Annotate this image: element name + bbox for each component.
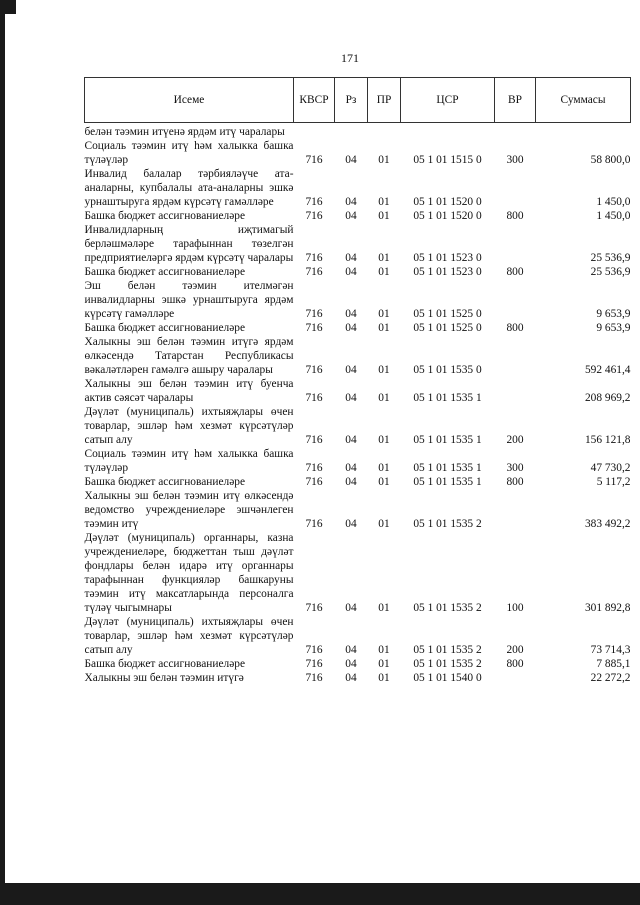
row-rz: 04	[345, 462, 357, 474]
scan-corner	[0, 0, 16, 14]
table-row	[85, 123, 631, 140]
header-name: Исеме	[85, 78, 294, 123]
row-kvsr: 716	[305, 392, 323, 404]
row-rz: 04	[345, 434, 357, 446]
row-csr: 05 1 01 1535 2	[413, 644, 482, 656]
row-csr: 05 1 01 1535 1	[413, 476, 482, 488]
row-vr: 800	[506, 476, 524, 488]
header-vr: ВР	[495, 78, 536, 123]
row-vr	[495, 223, 536, 265]
row-kvsr: 716	[305, 602, 323, 614]
row-sum: 22 272,2	[590, 672, 631, 684]
row-kvsr	[294, 123, 335, 140]
row-csr: 05 1 01 1520 0	[413, 196, 482, 208]
row-vr: 800	[506, 210, 524, 222]
table-row	[85, 167, 631, 209]
row-rz: 04	[345, 308, 357, 320]
row-csr: 05 1 01 1535 1	[413, 462, 482, 474]
row-rz: 04	[345, 644, 357, 656]
row-vr: 200	[506, 644, 524, 656]
row-sum: 5 117,2	[596, 476, 631, 488]
header-csr: ЦСР	[401, 78, 495, 123]
table-row	[85, 139, 631, 167]
row-rz: 04	[345, 210, 357, 222]
row-name: Инвалидларның иҗтимагый берләшмәләре тарафыннан төзелгән предприятиеләргә ярдәм күрсәтү чаралары	[84, 224, 294, 264]
row-sum: 25 536,9	[590, 266, 631, 278]
row-pr: 01	[378, 462, 390, 474]
header-sum: Суммасы	[536, 78, 631, 123]
row-pr	[368, 123, 401, 140]
row-vr: 300	[506, 154, 524, 166]
row-pr: 01	[378, 252, 390, 264]
row-vr	[495, 671, 536, 685]
row-pr: 01	[378, 658, 390, 670]
row-pr: 01	[378, 210, 390, 222]
row-kvsr: 716	[305, 672, 323, 684]
table-body	[85, 123, 631, 686]
row-rz: 04	[345, 672, 357, 684]
row-name: Дәүләт (муниципаль) ихтыяҗлары өчен товарлар, эшләр һәм хезмәт күрсәтүләр сатып алу	[84, 616, 294, 656]
row-csr: 05 1 01 1515 0	[413, 154, 482, 166]
row-name: Башка бюджет ассигнованиеләре	[84, 476, 246, 488]
row-kvsr: 716	[305, 476, 323, 488]
row-sum: 156 121,8	[584, 434, 631, 446]
row-csr: 05 1 01 1535 2	[413, 518, 482, 530]
row-pr: 01	[378, 518, 390, 530]
row-rz	[335, 123, 368, 140]
row-sum	[536, 123, 631, 140]
row-name: Башка бюджет ассигнованиеләре	[84, 322, 246, 334]
row-rz: 04	[345, 392, 357, 404]
row-pr: 01	[378, 266, 390, 278]
row-name: Халыкны эш белән тәэмин итүгә	[84, 672, 244, 684]
table-row	[85, 335, 631, 377]
row-csr: 05 1 01 1535 0	[413, 364, 482, 376]
table-row	[85, 531, 631, 615]
table-row	[85, 265, 631, 279]
row-vr: 800	[506, 322, 524, 334]
row-name: Башка бюджет ассигнованиеләре	[84, 210, 246, 222]
table-row	[85, 405, 631, 447]
page-number: 171	[341, 51, 359, 65]
table-row	[85, 657, 631, 671]
row-pr: 01	[378, 308, 390, 320]
row-rz: 04	[345, 476, 357, 488]
table-row	[85, 615, 631, 657]
row-sum: 47 730,2	[590, 462, 631, 474]
row-kvsr: 716	[305, 434, 323, 446]
row-pr: 01	[378, 672, 390, 684]
table-row	[85, 447, 631, 475]
row-kvsr: 716	[305, 364, 323, 376]
row-pr: 01	[378, 322, 390, 334]
row-kvsr: 716	[305, 210, 323, 222]
header-rz: Рз	[335, 78, 368, 123]
row-rz: 04	[345, 266, 357, 278]
budget-table	[84, 77, 631, 685]
table-row	[85, 321, 631, 335]
row-pr: 01	[378, 392, 390, 404]
row-pr: 01	[378, 434, 390, 446]
row-vr	[495, 335, 536, 377]
table-row	[85, 475, 631, 489]
row-pr: 01	[378, 644, 390, 656]
row-name: Инвалид балалар тәрбияләүче ата-аналарны, купбалалы ата-аналарны эшкә урнаштыруга ярдәм күрсәтү гамәлләре	[84, 168, 294, 208]
row-vr: 800	[506, 266, 524, 278]
table-header-row	[85, 78, 631, 123]
row-vr: 200	[506, 434, 524, 446]
row-csr: 05 1 01 1540 0	[413, 672, 482, 684]
row-csr: 05 1 01 1520 0	[413, 210, 482, 222]
row-sum: 1 450,0	[596, 196, 631, 208]
row-vr	[495, 489, 536, 531]
row-csr: 05 1 01 1535 2	[413, 658, 482, 670]
row-kvsr: 716	[305, 196, 323, 208]
row-vr	[495, 167, 536, 209]
header-kvsr: КВСР	[294, 78, 335, 123]
row-kvsr: 716	[305, 322, 323, 334]
row-kvsr: 716	[305, 644, 323, 656]
row-sum: 58 800,0	[590, 154, 631, 166]
row-sum: 25 536,9	[590, 252, 631, 264]
row-name: Халыкны эш белән тәэмин итүгә ярдәм өлкәсендә Татарстан Республикасы вәкаләтләрен гамәлгә ашыру чаралары	[84, 336, 294, 376]
row-kvsr: 716	[305, 252, 323, 264]
row-rz: 04	[345, 364, 357, 376]
row-name: Башка бюджет ассигнованиеләре	[84, 266, 246, 278]
row-kvsr: 716	[305, 462, 323, 474]
table-row	[85, 279, 631, 321]
row-kvsr: 716	[305, 154, 323, 166]
row-pr: 01	[378, 602, 390, 614]
header-pr: ПР	[368, 78, 401, 123]
table-row	[85, 223, 631, 265]
row-sum: 383 492,2	[584, 518, 631, 530]
row-vr: 800	[506, 658, 524, 670]
row-sum: 9 653,9	[596, 322, 631, 334]
row-csr: 05 1 01 1535 2	[413, 602, 482, 614]
row-pr: 01	[378, 364, 390, 376]
row-vr: 300	[506, 462, 524, 474]
row-rz: 04	[345, 322, 357, 334]
row-csr: 05 1 01 1535 1	[413, 392, 482, 404]
row-vr: 100	[506, 602, 524, 614]
row-name: Социаль тәэмин итү һәм халыкка башка түләүләр	[84, 448, 294, 474]
row-sum: 592 461,4	[584, 364, 631, 376]
row-name: Халыкны эш белән тәэмин итү өлкәсендә ведомство учреждениеләре эшчәнлеген тәэмин итү	[84, 490, 294, 530]
table-row	[85, 489, 631, 531]
row-name: Социаль тәэмин итү һәм халыкка башка түләүләр	[84, 140, 294, 166]
row-rz: 04	[345, 658, 357, 670]
row-csr: 05 1 01 1525 0	[413, 308, 482, 320]
row-kvsr: 716	[305, 308, 323, 320]
row-sum: 301 892,8	[584, 602, 631, 614]
row-rz: 04	[345, 518, 357, 530]
row-sum: 73 714,3	[590, 644, 631, 656]
row-kvsr: 716	[305, 518, 323, 530]
table-row	[85, 377, 631, 405]
row-rz: 04	[345, 154, 357, 166]
row-rz: 04	[345, 602, 357, 614]
row-vr	[495, 123, 536, 140]
row-sum: 208 969,2	[584, 392, 631, 404]
row-name: Башка бюджет ассигнованиеләре	[84, 658, 246, 670]
row-name: Халыкны эш белән тәэмин итү буенча актив сәясәт чаралары	[84, 378, 294, 404]
row-vr	[495, 279, 536, 321]
scan-edge-left	[0, 0, 5, 905]
row-csr	[401, 123, 495, 140]
row-pr: 01	[378, 476, 390, 488]
row-name: белән тәэмин итүенә ярдәм итү чаралары	[84, 126, 285, 138]
row-csr: 05 1 01 1525 0	[413, 322, 482, 334]
row-sum: 1 450,0	[596, 210, 631, 222]
row-rz: 04	[345, 252, 357, 264]
table-row	[85, 209, 631, 223]
row-pr: 01	[378, 196, 390, 208]
row-kvsr: 716	[305, 266, 323, 278]
row-name: Эш белән тәэмин ителмәгән инвалидларны эшкә урнаштыруга ярдәм күрсәтү гамәлләре	[84, 280, 294, 320]
row-sum: 9 653,9	[596, 308, 631, 320]
row-csr: 05 1 01 1535 1	[413, 434, 482, 446]
row-rz: 04	[345, 196, 357, 208]
row-name: Дәүләт (муниципаль) ихтыяҗлары өчен товарлар, эшләр һәм хезмәт күрсәтүләр сатып алу	[84, 406, 294, 446]
row-name: Дәүләт (муниципаль) органнары, казна учреждениеләре, бюджеттан тыш дәүләт фондлары белән идарә итү органнары тарафыннан функцияләр башкаруны тәэмин итү максатларында персоналга түләү чыгымнары	[84, 532, 294, 614]
row-vr	[495, 377, 536, 405]
scan-edge-bottom	[0, 883, 640, 905]
table-row	[85, 671, 631, 685]
row-csr: 05 1 01 1523 0	[413, 266, 482, 278]
row-kvsr: 716	[305, 658, 323, 670]
row-csr: 05 1 01 1523 0	[413, 252, 482, 264]
row-pr: 01	[378, 154, 390, 166]
row-sum: 7 885,1	[596, 658, 631, 670]
